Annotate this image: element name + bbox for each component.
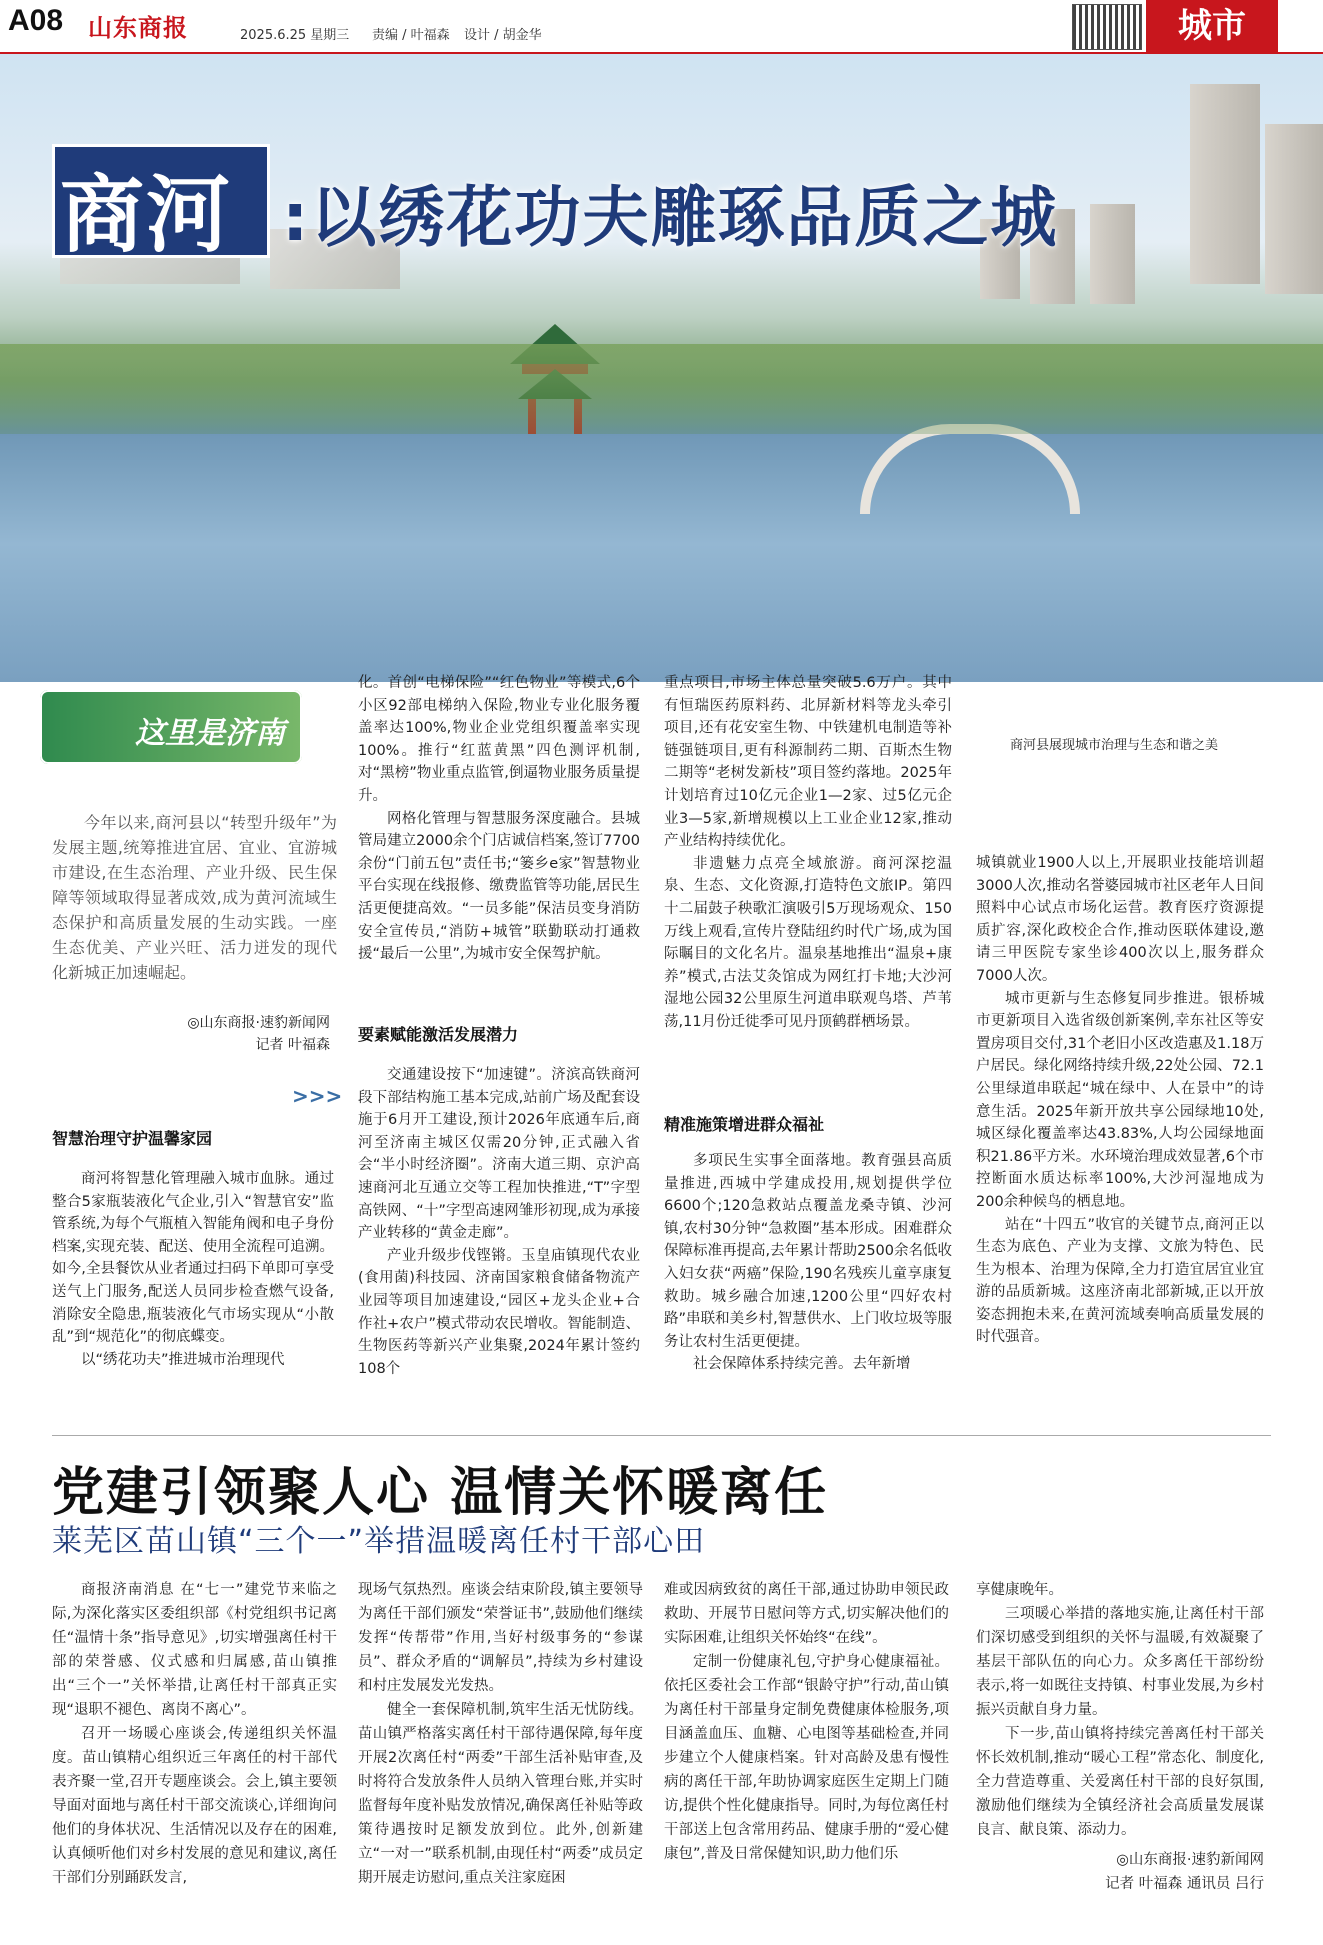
paragraph: 交通建设按下“加速键”。济滨高铁商河段下部结构施工基本完成,站前广场及配套设施于6月开工建设,预计2026年底通车后,商河至济南主城区仅需20分钟,正式融入省会“半小时经济圈”。济南大道三期、京沪高速商河北互通立交等工程加快推进,“T”字型高铁网、“十”字型高速网雏形初现,成为承接产业转移的“黄金走廊”。 bbox=[358, 1067, 640, 1242]
story2-subtitle: 莱芜区苗山镇“三个一”举措温暖离任村干部心田 bbox=[52, 1524, 706, 1559]
paragraph: 产业升级步伐铿锵。玉皇庙镇现代农业(食用菌)科技园、济南国家粮食储备物流产业园等项目加速建设,“园区+龙头企业+合作社+农户”模式带动农民增收。智能制造、生物医药等新兴产业集聚,2024年累计签约108个 bbox=[358, 1247, 640, 1377]
paragraph: 商报济南消息 在“七一”建党节来临之际,为深化落实区委组织部《村党组织书记离任“温情十条”指导意见》,切实增强离任村干部的荣誉感、仪式感和归属感,苗山镇推出“三个一”关怀举措,让离任村干部真正实现“退职不褪色、离岗不离心”。 bbox=[52, 1582, 337, 1718]
story-title: :以绣花功夫雕琢品质之城 bbox=[282, 179, 1059, 256]
paragraph: 下一步,苗山镇将持续完善离任村干部关怀长效机制,推动“暖心工程”常态化、制度化,全力营造尊重、关爱离任村干部的良好氛围,激励他们继续为全镇经济社会高质量发展谋良言、献良策、添动力。 bbox=[976, 1726, 1264, 1838]
section-heading: 智慧治理守护温馨家园 bbox=[52, 1129, 213, 1148]
paragraph: 城镇就业1900人以上,开展职业技能培训超3000人次,推动名誉婆园城市社区老年人日间照料中心试点市场化运营。教育医疗资源提质扩容,深化政校企合作,推动医联体建设,邀请三甲医院专家坐诊400次以上,服务群众7000人次。 bbox=[976, 855, 1265, 984]
section-label: 城市 bbox=[1146, 0, 1278, 52]
paragraph: 难或因病致贫的离任干部,通过协助申领民政救助、开展节日慰问等方式,切实解决他们的实际困难,让组织关怀始终“在线”。 bbox=[664, 1582, 949, 1646]
story2-column-2 bbox=[358, 1578, 643, 1890]
designer-credit: 设计 / 胡金华 bbox=[464, 28, 542, 43]
paragraph: 多项民生实事全面落地。教育强县高质量推进,西城中学建成投用,规划提供学位6600个;120急救站点覆盖龙桑寺镇、沙河镇,农村30分钟“急救圈”基本形成。困难群众保障标准再提高,去年累计帮助2500余名低收入妇女获“两癌”保险,190名残疾儿童享康复救助。城乡融合加速,1200公里“四好农村路”串联和美乡村,智慧供水、上门收垃圾等服务让农村生活更便捷。 bbox=[664, 1153, 953, 1350]
lead-paragraph: 今年以来,商河县以“转型升级年”为发展主题,统筹推进宜居、宜业、宜游城市建设,在生态治理、产业升级、民生保障等领域取得显著成效,成为黄河流域生态保护和高质量发展的生动实践。一座生态优美、产业兴旺、活力迸发的现代化新城正加速崛起。 bbox=[52, 813, 337, 982]
continue-arrows: >>> bbox=[292, 1084, 343, 1108]
paragraph: 现场气氛热烈。座谈会结束阶段,镇主要领导为离任干部们颁发“荣誉证书”,鼓励他们继续发挥“传帮带”作用,当好村级事务的“参谋员”、群众矛盾的“调解员”,持续为乡村建设和村庄发展发光发热。 bbox=[358, 1582, 643, 1694]
paragraph: 商河将智慧化管理融入城市血脉。通过整合5家瓶装液化气企业,引入“智慧官安”监管系统,为每个气瓶植入智能角阀和电子身份档案,实现充装、配送、使用全流程可追溯。如今,全县餐饮从业者通过扫码下单即可享受送气上门服务,配送人员同步检查燃气设备,消除安全隐患,瓶装液化气市场实现从“小散乱”到“规范化”的彻底蝶变。 bbox=[52, 1171, 334, 1346]
paragraph: 非遗魅力点亮全域旅游。商河深挖温泉、生态、文化资源,打造特色文旅IP。第四十二届鼓子秧歌汇演吸引5万现场观众、150万线上观看,宣传片登陆纽约时代广场,成为国际瞩目的文化名片。温泉基地推出“温泉+康养”模式,古法艾灸馆成为网红打卡地;大沙河湿地公园32公里原生河道串联观鸟塔、芦苇荡,11月份迁徙季可见丹顶鹤群栖场景。 bbox=[664, 855, 952, 1030]
story2-column-1 bbox=[52, 1578, 337, 1890]
arch-bridge-icon bbox=[860, 424, 1080, 514]
section-divider bbox=[52, 1435, 1271, 1436]
paragraph: 城市更新与生态修复同步推进。银桥城市更新项目入选省级创新案例,幸东社区等安置房项目交付,31个老旧小区改造惠及1.18万户居民。绿化网络持续升级,22处公园、72.1公里绿道串联起“城在绿中、人在景中”的诗意生活。2025年新开放共享公园绿地10处,城区绿化覆盖率达43.83%,人均公园绿地面积21.86平方米。水环境治理成效显著,6个市控断面水质达标率100%,大沙河湿地成为200余种候鸟的栖息地。 bbox=[976, 990, 1264, 1210]
paragraph: 定制一份健康礼包,守护身心健康福祉。依托区委社会工作部“银龄守护”行动,苗山镇为离任村干部量身定制免费健康体检服务,项目涵盖血压、血糖、心电图等基础检查,并同步建立个人健康档案。针对高龄及患有慢性病的离任干部,年助协调家庭医生定期上门随访,提供个性化健康指导。同时,为每位离任村干部送上包含常用药品、健康手册的“爱心健康包”,普及日常保健知识,助力他们乐 bbox=[664, 1654, 949, 1862]
paragraph: 社会保障体系持续完善。去年新增 bbox=[693, 1356, 911, 1373]
column-3-continued bbox=[664, 1150, 952, 1376]
paragraph: 网格化管理与智慧服务深度融合。县城管局建立2000余个门店诚信档案,签订7700余份“门前五包”责任书;“篓乡e家”智慧物业平台实现在线报修、缴费监管等功能,居民生活更便捷高效。“一员多能”保洁员变身消防安全宣传员,“消防+城管”联勤联动打通救援“最后一公里”,为城市安全保驾护航。 bbox=[358, 810, 640, 963]
qr-code-icon[interactable] bbox=[1072, 4, 1142, 50]
byline-reporter: 记者 叶福森 通讯员 吕行 bbox=[1105, 1876, 1264, 1892]
paragraph: 健全一套保障机制,筑牢生活无忧防线。苗山镇严格落实离任村干部待遇保障,每年度开展2次离任村“两委”干部生活补贴审查,及时将符合发放条件人员纳入管理台账,并实时监督每年度补贴发放情况,确保离任补贴等政策待遇按时足额发放到位。此外,创新建立“一对一”联系机制,由现任村“两委”成员定期开展走访慰问,重点关注家庭困 bbox=[358, 1702, 643, 1886]
story-title-place: 商河 bbox=[60, 166, 233, 264]
page-number: A08 bbox=[8, 4, 64, 37]
byline-agency: ◎山东商报·速豹新闻网 bbox=[1116, 1852, 1264, 1868]
masthead bbox=[0, 0, 1323, 54]
byline bbox=[130, 1012, 330, 1056]
paragraph: 站在“十四五”收官的关键节点,商河正以生态为底色、产业为支撑、文旅为特色、民生为根本、治理为保障,全力打造宜居宜业宜游的品质新城。这座济南北部新城,正以开放姿态拥抱未来,在黄河流域奏响高质量发展的时代强音。 bbox=[976, 1216, 1264, 1346]
newspaper-name: 山东商报 bbox=[88, 14, 188, 42]
column-3 bbox=[664, 672, 952, 1034]
paragraph: 召开一场暖心座谈会,传递组织关怀温度。苗山镇精心组织近三年离任的村干部代表齐聚一堂,召开专题座谈会。会上,镇主要领导面对面地与离任村干部交流谈心,详细询问他们的身体状况、生活情况以及存在的困难,认真倾听他们对乡村发展的意见和建议,离任干部们分别踊跃发言, bbox=[52, 1726, 337, 1886]
column-2 bbox=[358, 672, 640, 966]
photo-caption: 商河县展现城市治理与生态和谐之美 bbox=[1010, 738, 1219, 753]
column-2-continued bbox=[358, 1064, 640, 1380]
column-4 bbox=[976, 852, 1264, 1349]
section-heading: 要素赋能激活发展潜力 bbox=[358, 1025, 519, 1044]
byline-agency: ◎山东商报·速豹新闻网 bbox=[187, 1015, 330, 1031]
paragraph: 享健康晚年。 bbox=[976, 1582, 1063, 1598]
editor-credit: 责编 / 叶福森 bbox=[372, 28, 450, 43]
column-1 bbox=[52, 1168, 334, 1371]
paragraph: 化。首创“电梯保险”“红色物业”等模式,6个小区92部电梯纳入保险,物业专业化服务覆盖率达100%,物业企业党组织覆盖率实现100%。推行“红蓝黄黑”四色测评机制,对“黑榜”物业重点监管,倒逼物业服务质量提升。 bbox=[358, 675, 640, 804]
story2-column-3 bbox=[664, 1578, 949, 1866]
paragraph: 三项暖心举措的落地实施,让离任村干部们深切感受到组织的关怀与温暖,有效凝聚了基层干部队伍的向心力。众多离任干部纷纷表示,将一如既往支持镇、村事业发展,为乡村振兴贡献自身力量。 bbox=[976, 1606, 1264, 1718]
paragraph: 以“绣花功夫”推进城市治理现代 bbox=[81, 1351, 285, 1368]
section-heading: 精准施策增进群众福祉 bbox=[664, 1115, 825, 1134]
banner-text: 这里是济南 bbox=[135, 716, 285, 751]
story2-column-4 bbox=[976, 1578, 1264, 1896]
story2-title: 党建引领聚人心 温情关怀暖离任 bbox=[52, 1463, 829, 1523]
column-banner bbox=[40, 690, 302, 764]
paragraph: 重点项目,市场主体总量突破5.6万户。其中有恒瑞医药原料药、北屏新材料等龙头牵引项目,还有花安室生物、中铁建机电制造等补链强链项目,更有科源制药二期、百斯杰生物二期等“老树发新枝”项目签约落地。2025年计划培育过10亿元企业1—2家、过5亿元企业3—5家,新增规模以上工业企业12家,推动产业结构持续优化。 bbox=[664, 675, 952, 850]
issue-date: 2025.6.25 星期三 bbox=[240, 28, 350, 43]
byline-reporter: 记者 叶福森 bbox=[255, 1037, 330, 1053]
